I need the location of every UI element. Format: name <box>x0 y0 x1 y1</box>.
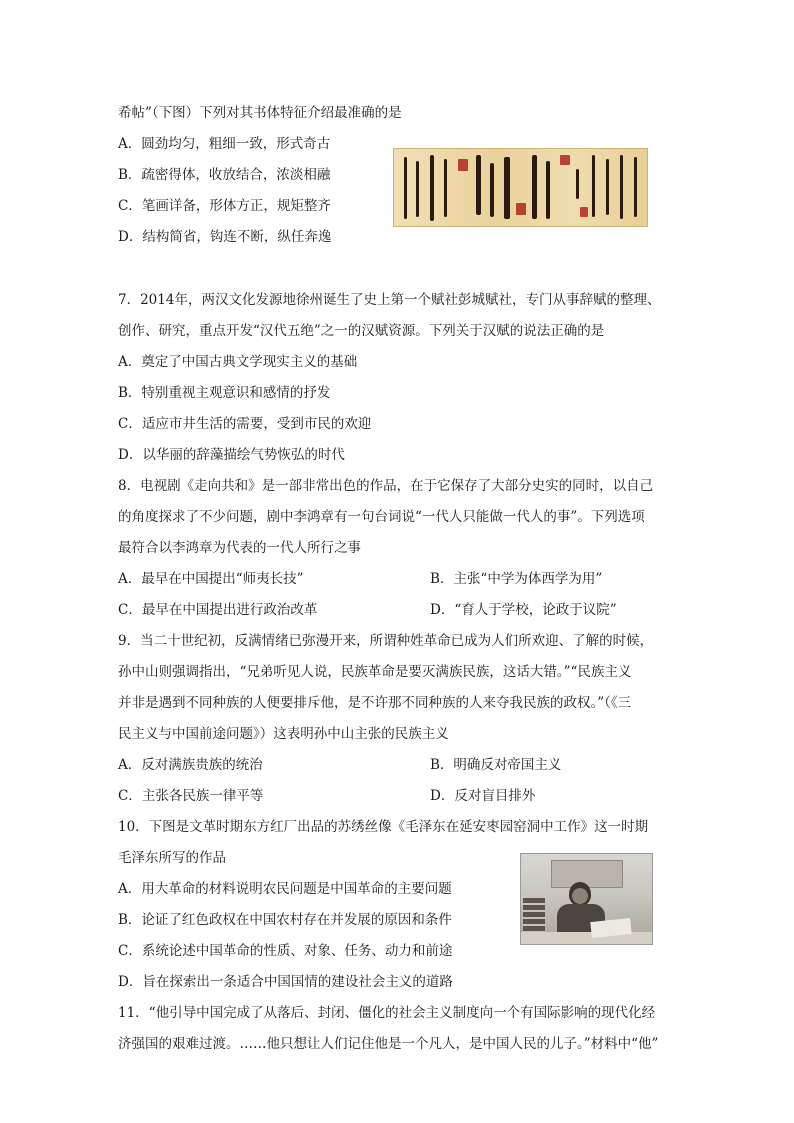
q8-stem-line-1: 8．电视剧《走向共和》是一部非常出色的作品，在于它保存了大部分史实的同时，以自己 <box>118 478 654 494</box>
q11-stem-line-1: 11．“他引导中国完成了从落后、封闭、僵化的社会主义制度向一个有国际影响的现代化经 <box>118 1005 656 1021</box>
q10-option-c: C．系统论述中国革命的性质、对象、任务、动力和前途 <box>118 943 453 959</box>
q11-stem-line-2: 济强国的艰难过渡。……他只想让人们记住他是一个凡人，是中国人民的儿子。”材料中“他” <box>118 1036 659 1052</box>
q8-option-d: D．“育人于学校，论政于议院” <box>430 602 617 618</box>
portrait-photo-image <box>520 853 653 945</box>
q8-option-c: C．最早在中国提出进行政治改革 <box>118 602 318 618</box>
q8-stem-line-3: 最符合以李鸿章为代表的一代人所行之事 <box>118 540 361 556</box>
q10-option-b: B．论证了红色政权在中国农村存在并发展的原因和条件 <box>118 912 452 928</box>
q6-option-d: D．结构简省，钩连不断，纵任奔逸 <box>118 229 332 245</box>
q8-option-a: A．最早在中国提出“师夷长技” <box>118 571 304 587</box>
q9-stem-line-3: 并非是遇到不同种族的人便要排斥他，是不许那不同种族的人来夺我民族的政权。”（《三 <box>118 695 632 711</box>
q10-option-d: D．旨在探索出一条适合中国国情的建设社会主义的道路 <box>118 974 453 990</box>
q8-stem-line-2: 的角度探求了不少问题，剧中李鸿章有一句台词说“一代人只能做一代人的事”。下列选项 <box>118 509 645 525</box>
q10-option-a: A．用大革命的材料说明农民问题是中国革命的主要问题 <box>118 881 452 897</box>
q9-stem-line-2: 孙中山则强调指出，“兄弟听见人说，民族革命是要灭满族民族，这话大错。”“民族主义 <box>118 664 632 680</box>
q7-option-a: A．奠定了中国古典文学现实主义的基础 <box>118 354 358 370</box>
q9-option-d: D．反对盲目排外 <box>430 788 536 804</box>
q6-option-b: B．疏密得体，收放结合，浓淡相融 <box>118 167 331 183</box>
q7-stem-line-1: 7．2014年，两汉文化发源地徐州诞生了史上第一个赋社彭城赋社，专门从事辞赋的整理、 <box>118 292 661 308</box>
q10-stem-line-1: 10．下图是文革时期东方红厂出品的苏绣丝像《毛泽东在延安枣园窑洞中工作》这一时期 <box>118 819 649 835</box>
q6-stem: 希帖”（下图）下列对其书体特征介绍最准确的是 <box>118 105 402 121</box>
q8-option-b: B．主张“中学为体西学为用” <box>430 571 603 587</box>
q6-option-a: A．圆劲均匀，粗细一致，形式奇古 <box>118 136 331 152</box>
q7-option-b: B．特别重视主观意识和感情的抒发 <box>118 385 331 401</box>
q6-option-c: C．笔画详备，形体方正，规矩整齐 <box>118 198 331 214</box>
q7-stem-line-2: 创作、研究，重点开发“汉代五绝”之一的汉赋资源。下列关于汉赋的说法正确的是 <box>118 323 605 339</box>
q9-option-b: B．明确反对帝国主义 <box>430 757 562 773</box>
q9-stem-line-4: 民主义与中国前途问题》）这表明孙中山主张的民族主义 <box>118 726 449 742</box>
q7-option-d: D．以华丽的辞藻描绘气势恢弘的时代 <box>118 447 345 463</box>
calligraphy-scroll-image <box>393 148 648 227</box>
q10-stem-line-2: 毛泽东所写的作品 <box>118 850 226 866</box>
q9-option-a: A．反对满族贵族的统治 <box>118 757 263 773</box>
q7-option-c: C．适应市井生活的需要，受到市民的欢迎 <box>118 416 372 432</box>
q9-stem-line-1: 9．当二十世纪初，反满情绪已弥漫开来，所谓种姓革命已成为人们所欢迎、了解的时候， <box>118 633 654 649</box>
q9-option-c: C．主张各民族一律平等 <box>118 788 264 804</box>
